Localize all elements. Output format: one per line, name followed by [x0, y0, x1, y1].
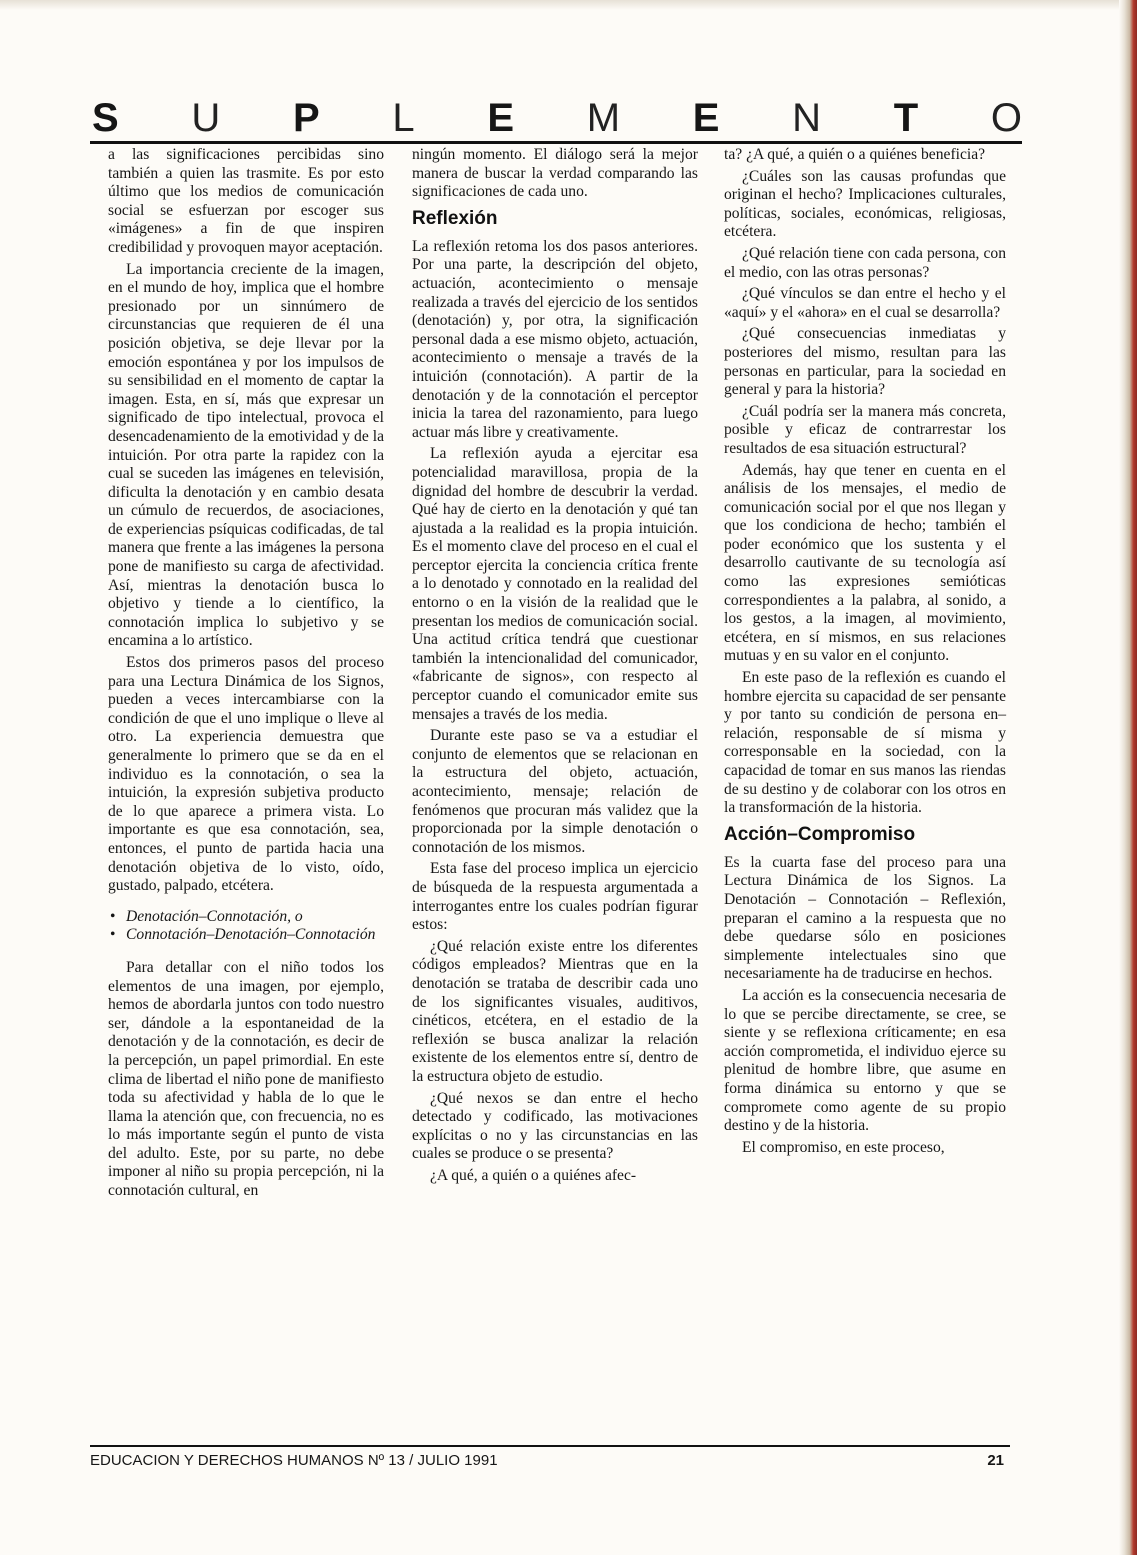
bullet-item: • Denotación–Connotación, o [126, 908, 384, 927]
paragraph: Es la cuarta fase del proceso para una Lectura Dinámica de los Signos. La Denotación – Connotación – Reflexión, preparan el camino a la respuesta que no debe quedarse sólo en posiciones simplemente intelectuales sino que necesariamente ha de traducirse en hechos. [724, 853, 1006, 983]
paragraph: En este paso de la reflexión es cuando el hombre ejercita su capacidad de ser pensante y por tanto su condición de persona en–relación, responsable de sí misma y corresponsable en la sociedad, con la capacidad de tomar en sus manos las riendas de su destino y de colaborar con los otros en la transformación de la historia. [724, 669, 1006, 817]
page-footer [90, 1452, 1004, 1469]
masthead-letter: T [893, 96, 919, 140]
paragraph: La reflexión retoma los dos pasos anteriores. Por una parte, la descripción del objeto, actuación, acontecimiento o mensaje realizada a través del ejercicio de los sentidos (denotación) y, por otra, la significación personal dada a ese mismo objeto, actuación, acontecimiento o mensaje a través de la intuición (connotación). A partir de la denotación y de la connotación el perceptor inicia la tarea del razonamiento, para luego actuar más libre y creativamente. [412, 237, 698, 441]
paragraph: a las significaciones percibidas sino también a quien las trasmite. Es por esto último que los medios de comunicación social se esfuerzan por escoger sus «imágenes» a fin de que inspiren credibilidad y provoquen mayor aceptación. [108, 146, 384, 256]
section-heading: Acción–Compromiso [724, 823, 916, 845]
page-shadow [0, 0, 1119, 10]
paragraph: Esta fase del proceso implica un ejercicio de búsqueda de la respuesta argumentada a interrogantes entre los cuales podrían figurar estos: [412, 860, 698, 934]
paragraph: ¿Qué relación existe entre los diferentes códigos empleados? Mientras que en la denotación se trataba de describir cada uno de los significantes visuales, auditivos, cinéticos, etcétera, en el estadio de la reflexión se busca analizar la relación existente de los elementos entre sí, dentro de la estructura objeto de estudio. [412, 937, 698, 1085]
masthead-letter: P [292, 96, 320, 140]
bullet-list [108, 908, 384, 945]
column-2 [412, 146, 698, 1188]
publication-info: EDUCACION Y DERECHOS HUMANOS Nº 13 / JULIO 1991 [90, 1452, 498, 1469]
masthead-letter: O [990, 96, 1022, 140]
paragraph: Además, hay que tener en cuenta en el análisis de los mensajes, el medio de comunicación social por el que nos llegan y que los condiciona de hecho; también el poder económico que los sustenta y el desarrollo cautivante de su tecnología así como las expresiones semióticas correspondientes a la palabra, al sonido, a los gestos, a la imagen, al movimiento, etcétera, en sí mismos, en sus relaciones mutuas y en su valor en el conjunto. [724, 461, 1006, 665]
masthead-rule [90, 141, 1022, 144]
footer-rule [90, 1445, 1010, 1447]
masthead-letter: E [692, 96, 720, 140]
page-edge [1119, 0, 1137, 1555]
masthead [92, 94, 1022, 138]
paragraph: El compromiso, en este proceso, [742, 1138, 945, 1156]
paragraph: La importancia creciente de la imagen, en el mundo de hoy, implica que el hombre presionado por un sinnúmero de circunstancias que requieren de él una posición objetiva, se deje llevar por la emoción espontánea y por los impulsos de su sensibilidad en el momento de captar la imagen. Esta, en sí, más que expresar un significado de tipo intelectual, provoca el desencadenamiento de la emotividad y de la intuición. Por otra parte la rapidez con la cual se suceden las imágenes en televisión, dificulta la denotación y en cambio desata un cúmulo de recuerdos, de asociaciones, de experiencias psíquicas codificadas, de tal manera que frente a las imágenes la persona pone de manifiesto su carga de afectividad. Así, mientras la denotación busca lo objetivo y tiende a lo científico, la connotación implica lo subjetivo y se encamina a lo artístico. [108, 260, 384, 650]
paragraph: ¿Cuál podría ser la manera más concreta, posible y eficaz de contrarrestar los resultados de esa situación estructural? [724, 402, 1006, 457]
section-heading: Reflexión [412, 207, 498, 229]
paragraph: ¿Qué vínculos se dan entre el hecho y el «aquí» y el «ahora» en el cual se desarrolla? [724, 285, 1006, 321]
paragraph: La acción es la consecuencia necesaria de lo que se percibe directamente, se cree, se siente y se reflexiona críticamente; en esa acción comprometida, el individuo ejerce su plenitud de hombre libre, que asume en forma dinámica su entorno y que se compromete como agente de su propio destino y de la historia. [724, 986, 1006, 1135]
masthead-letter: U [191, 96, 221, 140]
bullet-item: • Connotación–Denotación–Connotación [126, 926, 384, 945]
paragraph: ¿Cuáles son las causas profundas que originan el hecho? Implicaciones culturales, políticas, sociales, económicas, religiosas, etcétera. [724, 167, 1006, 241]
paragraph: Para detallar con el niño todos los elementos de una imagen, por ejemplo, hemos de abordarla juntos con todo nuestro ser, dándole a la espontaneidad de la denotación y de la connotación, es decir de la percepción, un papel primordial. En este clima de libertad el niño pone de manifiesto toda su afectividad y habla de lo que le llama la atención que, con frecuencia, no es lo más importante según el punto de vista del adulto. Este, por su parte, no debe imponer al niño su propia percepción, ni la connotación cultural, en [108, 958, 384, 1200]
paragraph: La reflexión ayuda a ejercitar esa potencialidad maravillosa, propia de la dignidad del hombre de descubrir la verdad. Qué hay de cierto en la denotación y qué tan ajustada a la realidad es la propia intuición. Es el momento clave del proceso en el cual el perceptor ejercita la conciencia crítica frente a lo denotado y connotado en la realidad del entorno o en la visión de la realidad que le presentan los medios de comunicación social. Una actitud crítica tendrá que cuestionar también la intencionalidad del comunicador, «fabricante de signos», con respecto al perceptor cuando el comunicador emite sus mensajes a través de los media. [412, 445, 698, 723]
paragraph: ningún momento. El diálogo será la mejor manera de buscar la verdad comparando las significaciones de cada uno. [412, 146, 698, 201]
masthead-letter: S [92, 96, 119, 140]
masthead-letter: E [487, 96, 515, 140]
paragraph: ¿Qué nexos se dan entre el hecho detectado y codificado, las motivaciones explícitas o no y las circunstancias en las cuales se produce o se presenta? [412, 1089, 698, 1163]
masthead-letter: L [392, 96, 415, 140]
masthead-letter: M [586, 96, 621, 140]
paragraph: Estos dos primeros pasos del proceso para una Lectura Dinámica de los Signos, pueden a veces intercambiarse con la condición de que el uno implique o lleve al otro. La experiencia demuestra que generalmente lo primero que se da en el individuo es la connotación, o sea la intuición, la expresión subjetiva producto de lo que aparece a primera vista. Lo importante es que esa connotación, sea, entonces, el punto de partida hacia una denotación objetiva de lo visto, oído, gustado, palpado, etcétera. [108, 654, 384, 895]
paragraph: Durante este paso se va a estudiar el conjunto de elementos que se relacionan en la estructura del objeto, actuación, acontecimiento, mensaje; relación de fenómenos que procuran más validez que la proporcionada por la simple denotación o connotación de los mismos. [412, 727, 698, 856]
page-number: 21 [987, 1452, 1004, 1469]
column-3 [724, 146, 1006, 1160]
paragraph: ¿Qué relación tiene con cada persona, con el medio, con las otras personas? [724, 244, 1006, 281]
paragraph: ta? ¿A qué, a quién o a quiénes beneficia? [724, 146, 986, 163]
masthead-letter: N [792, 96, 822, 140]
paragraph: ¿A qué, a quién o a quiénes afec- [430, 1166, 637, 1184]
column-1 [108, 146, 384, 1204]
paragraph: ¿Qué consecuencias inmediatas y posteriores del mismo, resultan para las personas en particular, para la sociedad en general y para la historia? [724, 325, 1006, 399]
